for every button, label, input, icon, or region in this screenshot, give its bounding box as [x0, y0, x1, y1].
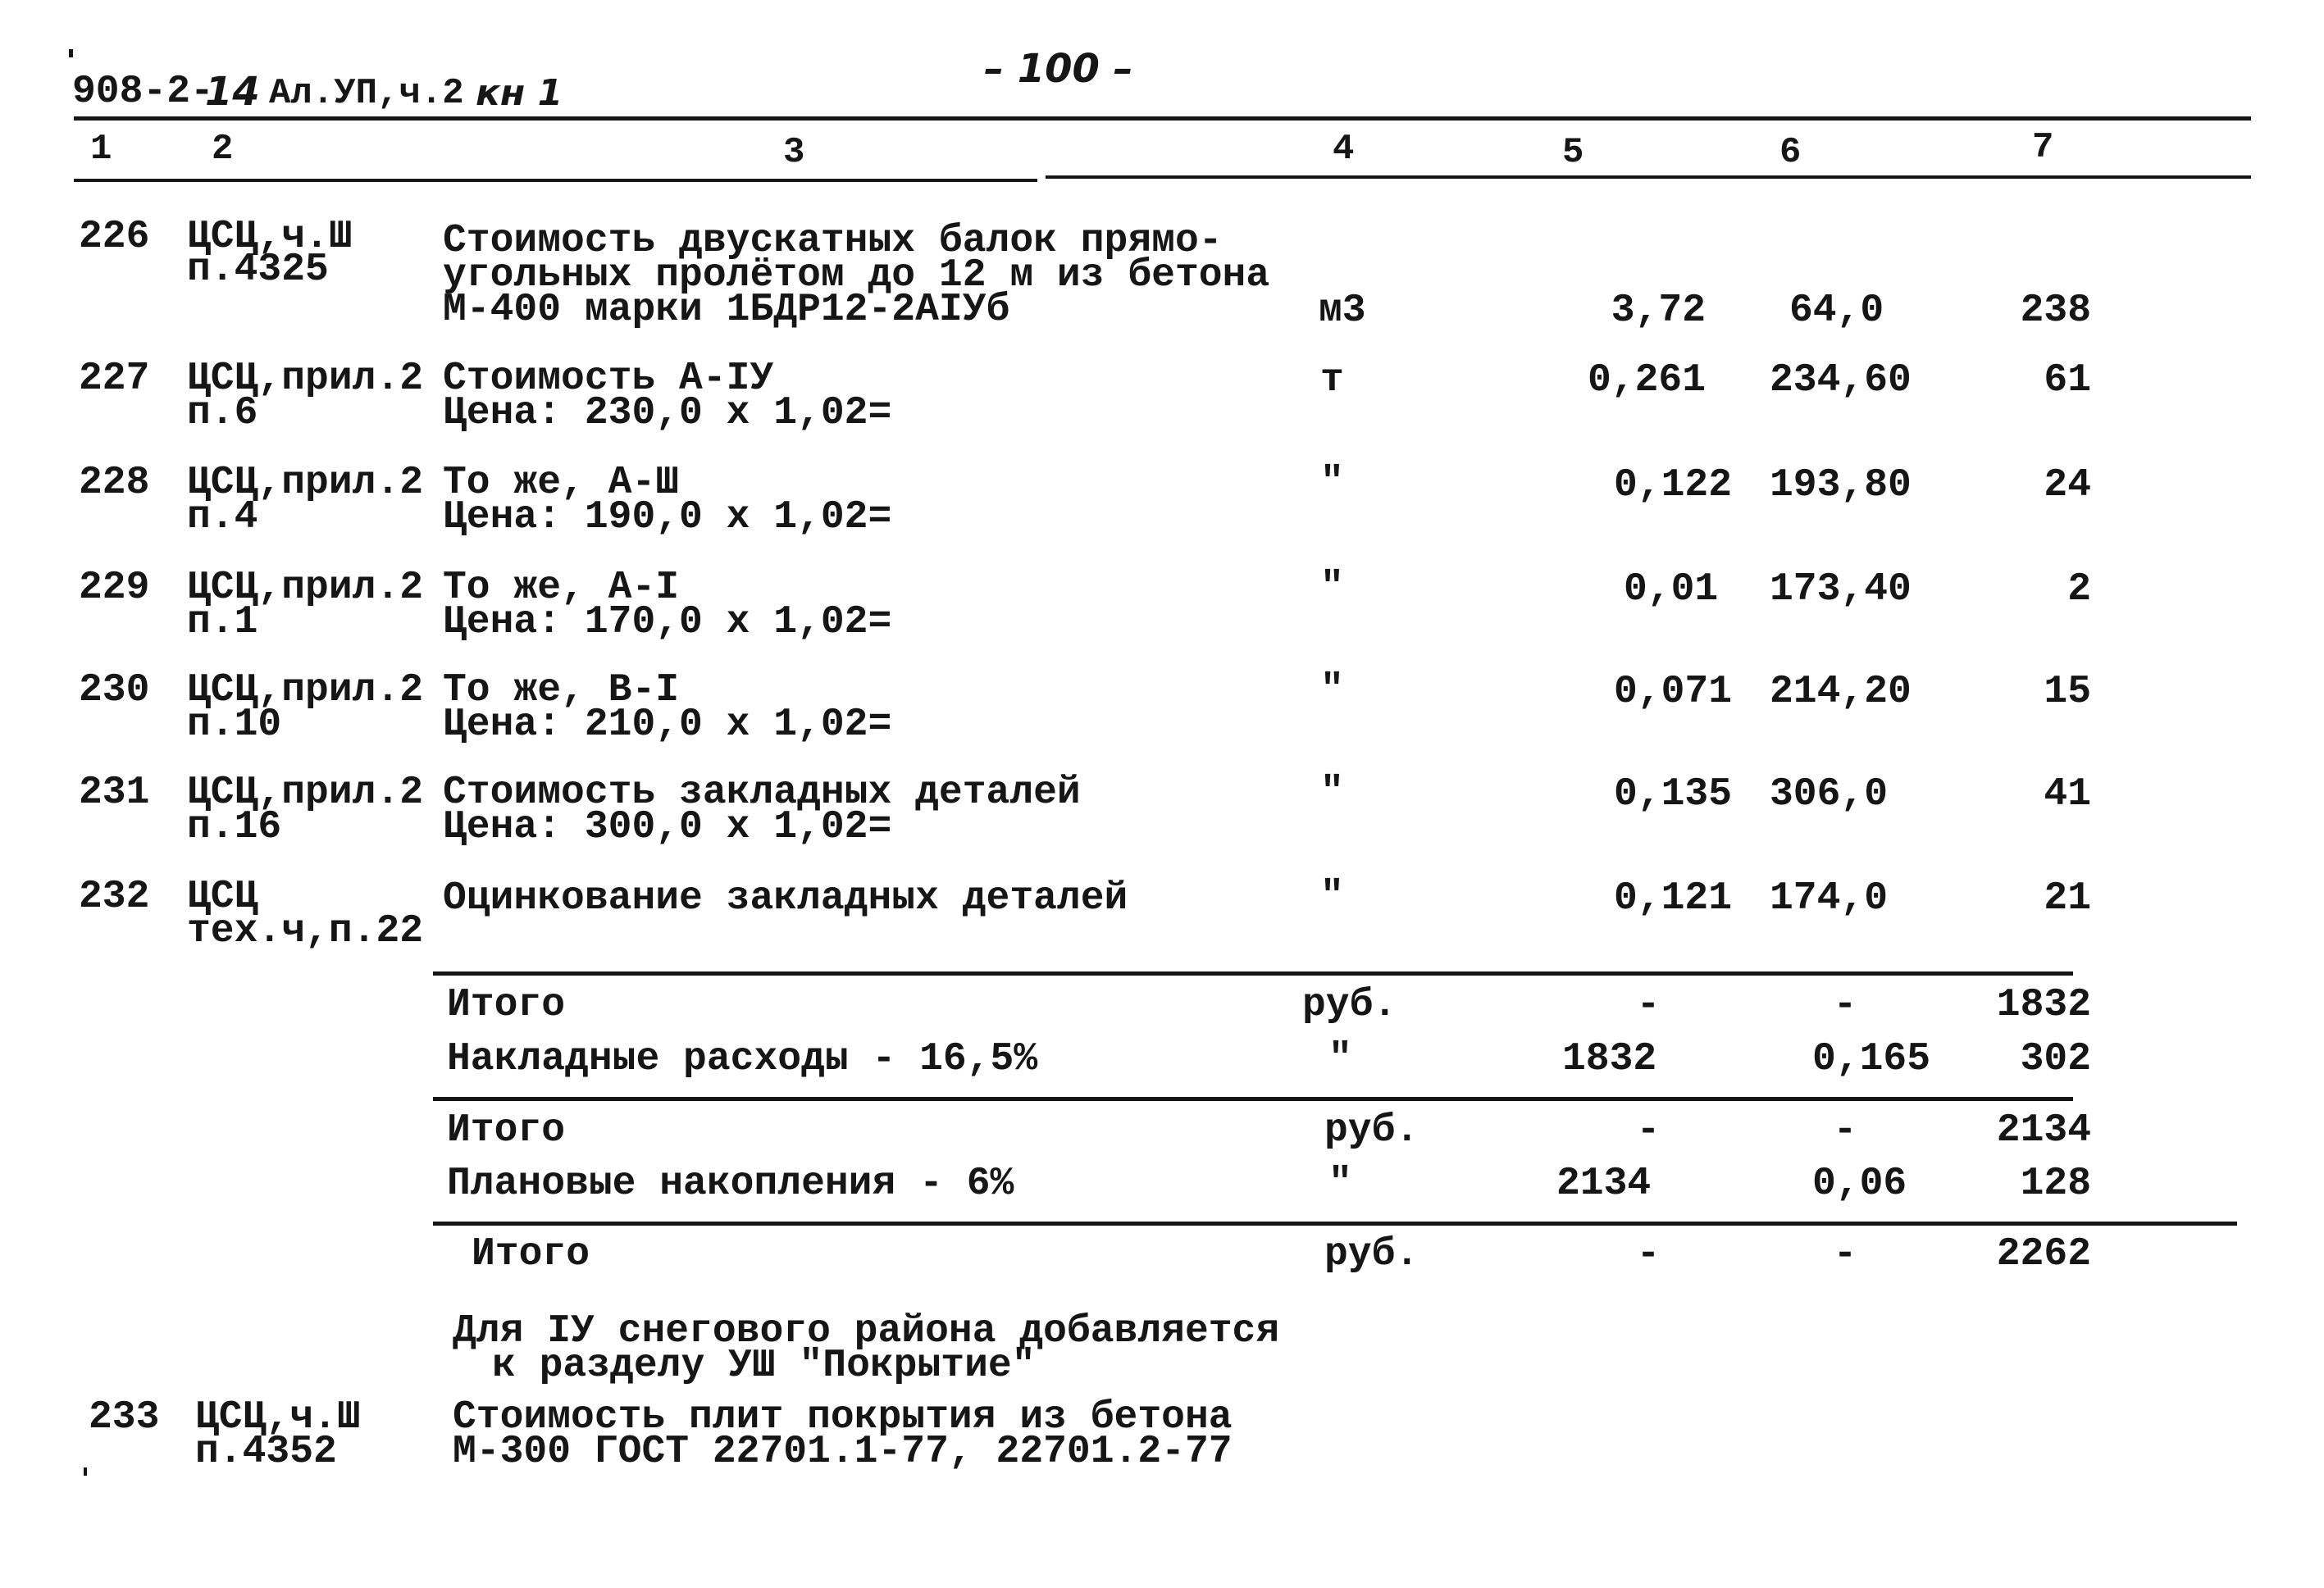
row-ref-2: п.4352: [195, 1430, 337, 1474]
row-description: То же, В-I: [443, 668, 680, 712]
row-ref-2: п.16: [187, 805, 282, 849]
row-price: 214,20: [1770, 670, 1912, 714]
row-description-2: Цена: 170,0 х 1,02=: [443, 600, 892, 644]
row-ref: ЦСЦ,ч.Ш: [195, 1395, 361, 1440]
doc-code-typed-2: Ал.УП,ч.2: [269, 73, 464, 114]
row-ref: ЦСЦ: [187, 875, 258, 919]
row-price: 306,0: [1770, 772, 1889, 817]
col-header-1: 1: [90, 129, 112, 170]
summary-label: Итого: [447, 983, 566, 1027]
row-description: То же, А-I: [443, 566, 680, 610]
row-description: Стоимость плит покрытия из бетона: [453, 1395, 1233, 1440]
row-ref: ЦСЦ,прил.2: [187, 771, 424, 815]
summary-unit: руб.: [1324, 1108, 1419, 1153]
summary-unit: ": [1328, 1162, 1352, 1206]
row-number: 227: [79, 357, 150, 401]
row-total: 24: [2044, 463, 2091, 507]
summary-unit: руб.: [1324, 1232, 1419, 1276]
col-header-2: 2: [212, 129, 234, 170]
row-unit: т: [1320, 358, 1344, 403]
row-total: 21: [2044, 876, 2091, 921]
summary-col6: -: [1833, 1108, 1857, 1153]
summary-col6: -: [1833, 983, 1857, 1027]
row-price: 234,60: [1770, 358, 1912, 403]
summary-top-rule: [433, 971, 2073, 976]
doc-code-typed: 908-2-: [72, 70, 214, 114]
row-description: Оцинкование закладных деталей: [443, 876, 1128, 921]
row-unit: ": [1320, 668, 1344, 712]
summary-col6: 0,165: [1812, 1037, 1931, 1081]
row-description-2: Цена: 230,0 х 1,02=: [443, 391, 892, 435]
row-price: 173,40: [1770, 567, 1912, 612]
row-ref: ЦСЦ,прил.2: [187, 668, 424, 712]
header-top-rule: [74, 116, 2251, 121]
row-number: 231: [79, 771, 150, 815]
row-ref-2: тех.ч,п.22: [187, 909, 424, 953]
row-ref: ЦСЦ,ч.Ш: [187, 215, 353, 259]
row-description-2: Цена: 300,0 х 1,02=: [443, 805, 892, 849]
row-quantity: 0,121: [1613, 876, 1732, 921]
header-bottom-rule-left: [74, 179, 1037, 182]
row-price: 193,80: [1770, 463, 1912, 507]
row-number: 232: [79, 875, 150, 919]
summary-col7: 302: [2020, 1037, 2091, 1081]
row-ref: ЦСЦ,прил.2: [187, 357, 424, 401]
row-description: Стоимость закладных деталей: [443, 771, 1081, 815]
row-total: 15: [2044, 670, 2091, 714]
summary-col5: 1832: [1562, 1037, 1657, 1081]
doc-code-handwritten: 14: [205, 69, 260, 115]
row-number: 230: [79, 668, 150, 712]
row-total: 238: [2020, 289, 2091, 333]
summary-unit: руб.: [1302, 983, 1397, 1027]
row-ref-2: п.4325: [187, 248, 329, 292]
row-number: 229: [79, 566, 150, 610]
summary-col6: 0,06: [1812, 1162, 1907, 1206]
row-unit: ": [1320, 771, 1344, 815]
row-ref-2: п.10: [187, 703, 282, 747]
row-description-2: Цена: 210,0 х 1,02=: [443, 703, 892, 747]
row-ref-2: п.1: [187, 600, 258, 644]
page-number: – 100 –: [984, 46, 1133, 92]
summary-col5: -: [1636, 983, 1661, 1027]
row-price: 174,0: [1770, 876, 1889, 921]
row-quantity: 0,135: [1613, 772, 1732, 817]
row-number: 233: [89, 1395, 160, 1440]
summary-label: Итого: [447, 1108, 566, 1153]
summary-col5: -: [1636, 1232, 1661, 1276]
note-line-1: Для IУ снегового района добавляется: [453, 1309, 1280, 1354]
row-number: 228: [79, 461, 150, 505]
row-unit: ": [1320, 875, 1344, 919]
doc-code-handwritten-2: кн 1: [476, 72, 563, 114]
row-unit: ": [1320, 461, 1344, 505]
header-bottom-rule-right: [1046, 175, 2251, 179]
row-description-2: Цена: 190,0 х 1,02=: [443, 495, 892, 539]
col-header-6: 6: [1779, 132, 1802, 173]
row-price: 64,0: [1789, 289, 1884, 333]
row-unit: ": [1320, 566, 1344, 610]
col-header-5: 5: [1562, 132, 1584, 173]
summary-col5: 2134: [1556, 1162, 1652, 1206]
summary-col7: 128: [2020, 1162, 2091, 1206]
col-header-3: 3: [783, 132, 805, 173]
row-quantity: 0,071: [1613, 670, 1732, 714]
summary-col7: 2134: [1996, 1108, 2091, 1153]
row-number: 226: [79, 215, 150, 259]
row-ref: ЦСЦ,прил.2: [187, 566, 424, 610]
summary-label: Плановые накопления - 6%: [447, 1162, 1014, 1206]
summary-col7: 2262: [1996, 1232, 2091, 1276]
summary-col6: -: [1833, 1232, 1857, 1276]
summary-label: Накладные расходы - 16,5%: [447, 1037, 1038, 1081]
summary-col5: -: [1636, 1108, 1661, 1153]
col-header-4: 4: [1333, 129, 1355, 170]
scan-corner-mark: [69, 49, 73, 57]
row-ref: ЦСЦ,прил.2: [187, 461, 424, 505]
summary-mid-rule-1: [433, 1097, 2073, 1101]
col-header-7: 7: [2032, 127, 2054, 168]
row-quantity: 0,01: [1624, 567, 1719, 612]
row-total: 41: [2044, 772, 2091, 817]
row-description-2: М-300 ГОСТ 22701.1-77, 22701.2-77: [453, 1430, 1233, 1474]
row-ref-2: п.4: [187, 495, 258, 539]
row-quantity: 0,261: [1587, 358, 1706, 403]
summary-label: Итого: [472, 1232, 590, 1276]
row-description: Стоимость двускатных балок прямо-: [443, 219, 1223, 263]
note-line-2: к разделу УШ "Покрытие": [492, 1344, 1036, 1388]
scan-corner-mark: [84, 1467, 87, 1476]
row-total: 2: [2067, 567, 2091, 612]
row-total: 61: [2044, 358, 2091, 403]
row-description-2: угольных пролётом до 12 м из бетона: [443, 253, 1270, 298]
row-quantity: 0,122: [1613, 463, 1732, 507]
summary-col7: 1832: [1996, 983, 2091, 1027]
row-description: То же, А-Ш: [443, 461, 680, 505]
row-ref-2: п.6: [187, 391, 258, 435]
summary-mid-rule-2: [433, 1222, 2237, 1226]
row-description-3: М-400 марки 1БДР12-2АIУб: [443, 288, 1010, 332]
row-description: Стоимость А-IУ: [443, 357, 774, 401]
summary-unit: ": [1328, 1037, 1352, 1081]
row-unit: м3: [1319, 289, 1366, 333]
row-quantity: 3,72: [1611, 289, 1706, 333]
